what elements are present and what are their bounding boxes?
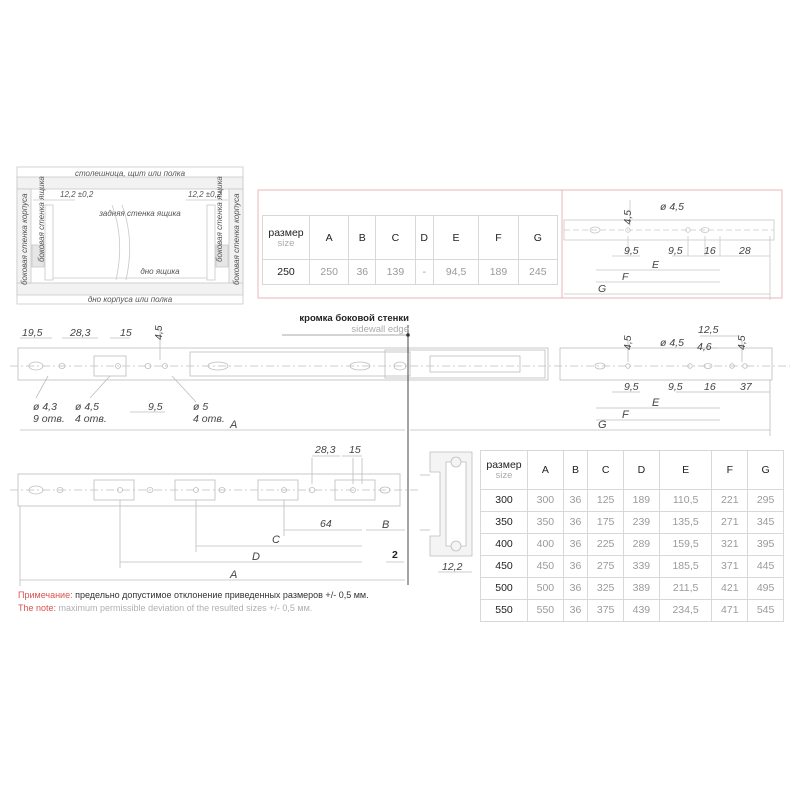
hole5-count: 4 отв. — [193, 413, 225, 425]
small-table-size-ru: размер — [268, 226, 304, 239]
table-cell: 295 — [748, 489, 784, 511]
left-side-label: боковая стенка корпуса — [20, 193, 29, 285]
rail-profile — [420, 452, 472, 572]
table-row — [263, 260, 558, 285]
right-drawer-side-label: боковая стенка ящика — [215, 176, 224, 262]
small-table-size-en: size — [277, 237, 295, 249]
leader-43 — [36, 376, 48, 398]
gap-left-label: 12,2 ±0,2 — [60, 190, 94, 199]
table-cell: 239 — [624, 511, 660, 533]
dim-low-64-label: 64 — [320, 518, 332, 530]
leader-45 — [90, 376, 110, 398]
table-cell: 189 — [624, 489, 660, 511]
dim-r-95b-label: 9,5 — [668, 381, 683, 393]
table-row — [481, 577, 784, 599]
note-ru — [18, 590, 369, 600]
dim-low-A-label: A — [230, 569, 238, 581]
dim-r-dia45-label: ø 4,5 — [660, 337, 684, 349]
table-cell: 550 — [528, 599, 564, 621]
main-table-row-size: 450 — [481, 555, 528, 577]
profile-inner — [446, 462, 466, 546]
dim-r-F-label: F — [622, 409, 629, 421]
main-table-col-a: A — [528, 451, 564, 490]
table-cell: 371 — [712, 555, 748, 577]
cabinet-section — [17, 167, 243, 304]
main-table-size-en: size — [495, 469, 513, 481]
table-cell: 225 — [588, 533, 624, 555]
dim-283-label: 28,3 — [70, 327, 91, 339]
main-table-header-row — [481, 451, 784, 490]
small-table-col-a: A — [310, 216, 349, 260]
dim-r-45a-label: 4,5 — [622, 335, 634, 350]
table-cell: 300 — [528, 489, 564, 511]
table-cell: 325 — [588, 577, 624, 599]
main-table-size-ru: размер — [486, 458, 522, 471]
upper-rail-ball-cage — [430, 356, 520, 372]
main-table-row-size: 400 — [481, 533, 528, 555]
hole43-count: 9 отв. — [33, 413, 65, 425]
sidewall-edge-ru: кромка боковой стенки — [299, 313, 409, 324]
table-cell: 389 — [624, 577, 660, 599]
profile-ball-bottom — [451, 541, 461, 551]
table-row — [481, 489, 784, 511]
sidewall-edge-en: sidewall edge — [351, 324, 409, 335]
right-drawer-wall — [207, 205, 215, 280]
main-table-col-f: F — [712, 451, 748, 490]
detail-95b-label: 9,5 — [668, 245, 683, 257]
hole45-count: 4 отв. — [75, 413, 107, 425]
table-cell: 36 — [563, 555, 587, 577]
table-cell: 159,5 — [659, 533, 712, 555]
main-table-col-b: B — [563, 451, 587, 490]
note-ru-text: предельно допустимое отклонение приведенных размеров +/- 0,5 мм. — [75, 590, 369, 600]
table-cell: 289 — [624, 533, 660, 555]
detail-16-label: 16 — [704, 245, 716, 257]
table-cell: 36 — [563, 577, 587, 599]
note-en-label: The note: — [18, 603, 57, 613]
table-cell: 36 — [563, 533, 587, 555]
dim-low-D-label: D — [252, 551, 260, 563]
detail-E-label: E — [652, 259, 660, 271]
dim-r-125-label: 12,5 — [698, 324, 719, 336]
detail-95a-label: 9,5 — [624, 245, 639, 257]
table-cell: 421 — [712, 577, 748, 599]
small-table-col-c: C — [376, 216, 415, 260]
dim-r-37-label: 37 — [740, 381, 752, 393]
table-cell: 36 — [563, 489, 587, 511]
table-cell: 36 — [349, 260, 376, 285]
gap-right-label: 12,2 ±0,2 — [188, 190, 222, 199]
detail-dia45-label: ø 4,5 — [660, 201, 684, 213]
dim-low-2-label: 2 — [392, 549, 398, 561]
small-table-col-b: B — [349, 216, 376, 260]
detail-45-label: 4,5 — [622, 210, 634, 225]
table-cell: - — [415, 260, 433, 285]
table-cell: 245 — [518, 260, 557, 285]
detail-F-label: F — [622, 271, 629, 283]
main-table-size-header — [481, 451, 528, 490]
table-cell: 125 — [588, 489, 624, 511]
hole45-label: ø 4,5 — [75, 401, 99, 413]
top-panel-label: столешница, щит или полка — [74, 169, 186, 178]
table-cell: 94,5 — [433, 260, 479, 285]
small-table-header-row — [263, 216, 558, 260]
table-cell: 185,5 — [659, 555, 712, 577]
left-drawer-side-label: боковая стенка ящика — [37, 176, 46, 262]
table-cell: 375 — [588, 599, 624, 621]
small-table-col-d: D — [415, 216, 433, 260]
upper-rail-outer — [18, 348, 548, 380]
lower-rail — [10, 456, 420, 586]
table-cell: 139 — [376, 260, 415, 285]
left-drawer-wall — [45, 205, 53, 280]
table-row — [481, 533, 784, 555]
note-ru-label: Примечание: — [18, 590, 73, 600]
main-table-col-g: G — [748, 451, 784, 490]
table-cell: 439 — [624, 599, 660, 621]
dim-r-16-label: 16 — [704, 381, 716, 393]
table-cell: 471 — [712, 599, 748, 621]
upper-rail-right-part — [560, 348, 772, 380]
dim-r-E-label: E — [652, 397, 660, 409]
small-table-col-f: F — [479, 216, 518, 260]
bottom-panel-label: дно корпуса или полка — [87, 295, 173, 304]
main-size-table — [480, 450, 784, 622]
profile-122-label: 12,2 — [442, 561, 463, 573]
dim-95-label: 9,5 — [148, 401, 163, 413]
detail-28-label: 28 — [739, 245, 751, 257]
table-cell: 400 — [528, 533, 564, 555]
sidewall-edge-label — [288, 313, 409, 335]
dim-r-95a-label: 9,5 — [624, 381, 639, 393]
main-table-row-size: 550 — [481, 599, 528, 621]
table-row — [481, 555, 784, 577]
main-table-col-d: D — [624, 451, 660, 490]
dim-15-label: 15 — [120, 327, 132, 339]
hole43-label: ø 4,3 — [33, 401, 57, 413]
dim-A-upper-label: A — [230, 419, 238, 431]
table-cell: 321 — [712, 533, 748, 555]
dim-low-C-label: C — [272, 534, 280, 546]
detail-G-label: G — [598, 283, 607, 295]
table-cell: 271 — [712, 511, 748, 533]
main-table-row-size: 300 — [481, 489, 528, 511]
table-cell: 110,5 — [659, 489, 712, 511]
dim-low-B-label: B — [382, 519, 390, 531]
small-table-size-header — [263, 216, 310, 260]
dim-low-15-label: 15 — [349, 444, 361, 456]
table-cell: 211,5 — [659, 577, 712, 599]
main-table-col-c: C — [588, 451, 624, 490]
table-cell: 339 — [624, 555, 660, 577]
dim-low-283-label: 28,3 — [315, 444, 336, 456]
dim-45-label: 4,5 — [153, 325, 165, 340]
main-table-col-e: E — [659, 451, 712, 490]
table-cell: 36 — [563, 599, 587, 621]
drawer-bottom-label: дно ящика — [140, 267, 180, 276]
right-side-label: боковая стенка корпуса — [232, 193, 241, 285]
small-table-row-size: 250 — [263, 260, 310, 285]
table-cell: 345 — [748, 511, 784, 533]
table-row — [481, 599, 784, 621]
table-row — [481, 511, 784, 533]
table-cell: 221 — [712, 489, 748, 511]
table-cell: 445 — [748, 555, 784, 577]
table-cell: 135,5 — [659, 511, 712, 533]
table-cell: 275 — [588, 555, 624, 577]
back-wall-label: задняя стенка ящика — [99, 209, 181, 218]
dim-r-46-label: 4,6 — [697, 341, 712, 353]
dim-r-45b-label: 4,5 — [736, 335, 748, 350]
table-cell: 395 — [748, 533, 784, 555]
note-en — [18, 603, 312, 613]
dim-195-label: 19,5 — [22, 327, 43, 339]
main-table-row-size: 350 — [481, 511, 528, 533]
table-cell: 350 — [528, 511, 564, 533]
upper-rail-slider — [385, 350, 545, 378]
dim-r-G-label: G — [598, 419, 607, 431]
profile-ball-top — [451, 457, 461, 467]
bottom-panel — [17, 283, 243, 295]
small-size-table — [262, 215, 558, 285]
table-cell: 234,5 — [659, 599, 712, 621]
small-table-col-e: E — [433, 216, 479, 260]
upper-rail-inner — [190, 352, 410, 376]
top-panel — [17, 177, 243, 189]
table-cell: 175 — [588, 511, 624, 533]
table-cell: 500 — [528, 577, 564, 599]
table-cell: 189 — [479, 260, 518, 285]
main-table-row-size: 500 — [481, 577, 528, 599]
table-cell: 450 — [528, 555, 564, 577]
note-en-text: maximum permissible deviation of the resulted sizes +/- 0,5 мм. — [58, 603, 313, 613]
table-cell: 250 — [310, 260, 349, 285]
small-table-col-g: G — [518, 216, 557, 260]
table-cell: 36 — [563, 511, 587, 533]
table-cell: 545 — [748, 599, 784, 621]
table-cell: 495 — [748, 577, 784, 599]
hole5-label: ø 5 — [193, 401, 209, 413]
